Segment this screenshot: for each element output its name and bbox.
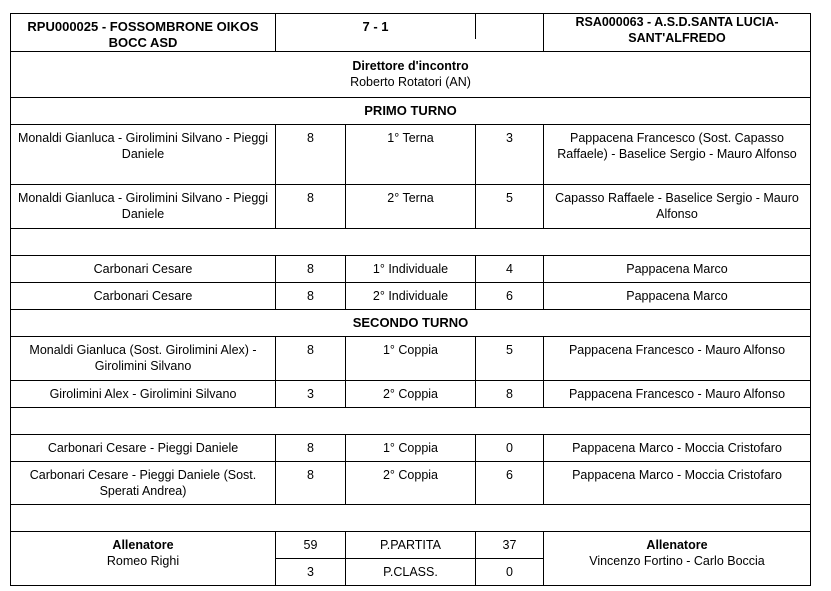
away-match-points: 37 (476, 532, 544, 559)
away-coach-title: Allenatore (646, 538, 708, 552)
home-score: 8 (276, 125, 346, 185)
home-players: Carbonari Cesare - Pieggi Daniele (11, 435, 276, 462)
spacer-row (11, 229, 811, 256)
referee-row (11, 52, 811, 98)
home-score: 8 (276, 462, 346, 505)
home-players: Carbonari Cesare - Pieggi Daniele (Sost. Sperati Andrea) (11, 462, 276, 505)
home-class-points: 3 (276, 559, 346, 586)
away-players: Pappacena Marco (544, 256, 811, 283)
home-coach-title: Allenatore (112, 538, 174, 552)
first-round-title: PRIMO TURNO (11, 98, 811, 125)
away-coach-cell (544, 532, 811, 586)
home-players: Carbonari Cesare (11, 283, 276, 310)
match-row (11, 283, 811, 310)
spacer-cell (11, 229, 811, 256)
home-score: 8 (276, 337, 346, 381)
match-row (11, 337, 811, 381)
class-points-label: P.CLASS. (346, 559, 476, 586)
match-row (11, 462, 811, 505)
away-players: Pappacena Francesco - Mauro Alfonso (544, 337, 811, 381)
spacer-row (11, 408, 811, 435)
match-row (11, 185, 811, 229)
away-team-name: RSA000063 - A.S.D.SANTA LUCIA-SANT'ALFREDO (544, 14, 811, 52)
away-score: 3 (476, 125, 544, 185)
game-type: 2° Terna (346, 185, 476, 229)
referee-cell (11, 52, 811, 98)
footer-row (11, 532, 811, 559)
home-score: 8 (276, 435, 346, 462)
away-score: 0 (476, 435, 544, 462)
away-players: Pappacena Marco - Moccia Cristofaro (544, 435, 811, 462)
spacer-row (11, 505, 811, 532)
final-score (276, 14, 544, 52)
home-score: 8 (276, 185, 346, 229)
referee-name: Roberto Rotatori (AN) (350, 75, 471, 89)
home-score: 8 (276, 283, 346, 310)
score-spacer (476, 14, 543, 39)
away-score: 8 (476, 381, 544, 408)
section-row (11, 310, 811, 337)
game-type: 2° Coppia (346, 462, 476, 505)
match-row (11, 381, 811, 408)
away-players: Pappacena Marco - Moccia Cristofaro (544, 462, 811, 505)
away-score: 4 (476, 256, 544, 283)
game-type: 1° Coppia (346, 435, 476, 462)
away-score: 5 (476, 185, 544, 229)
game-type: 2° Individuale (346, 283, 476, 310)
away-score: 6 (476, 462, 544, 505)
game-type: 1° Individuale (346, 256, 476, 283)
home-score: 3 (276, 381, 346, 408)
game-type: 2° Coppia (346, 381, 476, 408)
home-players: Girolimini Alex - Girolimini Silvano (11, 381, 276, 408)
referee-title: Direttore d'incontro (352, 59, 469, 73)
spacer-cell (11, 505, 811, 532)
game-type: 1° Terna (346, 125, 476, 185)
home-match-points: 59 (276, 532, 346, 559)
home-players: Monaldi Gianluca - Girolimini Silvano - Pieggi Daniele (11, 125, 276, 185)
away-score: 5 (476, 337, 544, 381)
home-score: 8 (276, 256, 346, 283)
match-points-label: P.PARTITA (346, 532, 476, 559)
home-coach-name: Romeo Righi (106, 554, 180, 568)
away-players: Pappacena Marco (544, 283, 811, 310)
home-players: Monaldi Gianluca (Sost. Girolimini Alex) - Girolimini Silvano (11, 337, 276, 381)
game-type: 1° Coppia (346, 337, 476, 381)
away-players: Pappacena Francesco (Sost. Capasso Raffaele) - Baselice Sergio - Mauro Alfonso (544, 125, 811, 185)
second-round-title: SECONDO TURNO (11, 310, 811, 337)
home-players: Monaldi Gianluca - Girolimini Silvano - Pieggi Daniele (11, 185, 276, 229)
home-team-name: RPU000025 - FOSSOMBRONE OIKOS BOCC ASD (11, 14, 276, 52)
match-header-row (11, 14, 811, 52)
away-coach-name: Vincenzo Fortino - Carlo Boccia (589, 554, 765, 568)
match-report-table (10, 13, 811, 586)
away-class-points: 0 (476, 559, 544, 586)
away-score: 6 (476, 283, 544, 310)
spacer-cell (11, 408, 811, 435)
match-row (11, 125, 811, 185)
away-players: Capasso Raffaele - Baselice Sergio - Mauro Alfonso (544, 185, 811, 229)
match-row (11, 435, 811, 462)
final-score-value: 7 - 1 (362, 18, 389, 34)
home-coach-cell (11, 532, 276, 586)
away-players: Pappacena Francesco - Mauro Alfonso (544, 381, 811, 408)
section-row (11, 98, 811, 125)
home-players: Carbonari Cesare (11, 256, 276, 283)
match-row (11, 256, 811, 283)
